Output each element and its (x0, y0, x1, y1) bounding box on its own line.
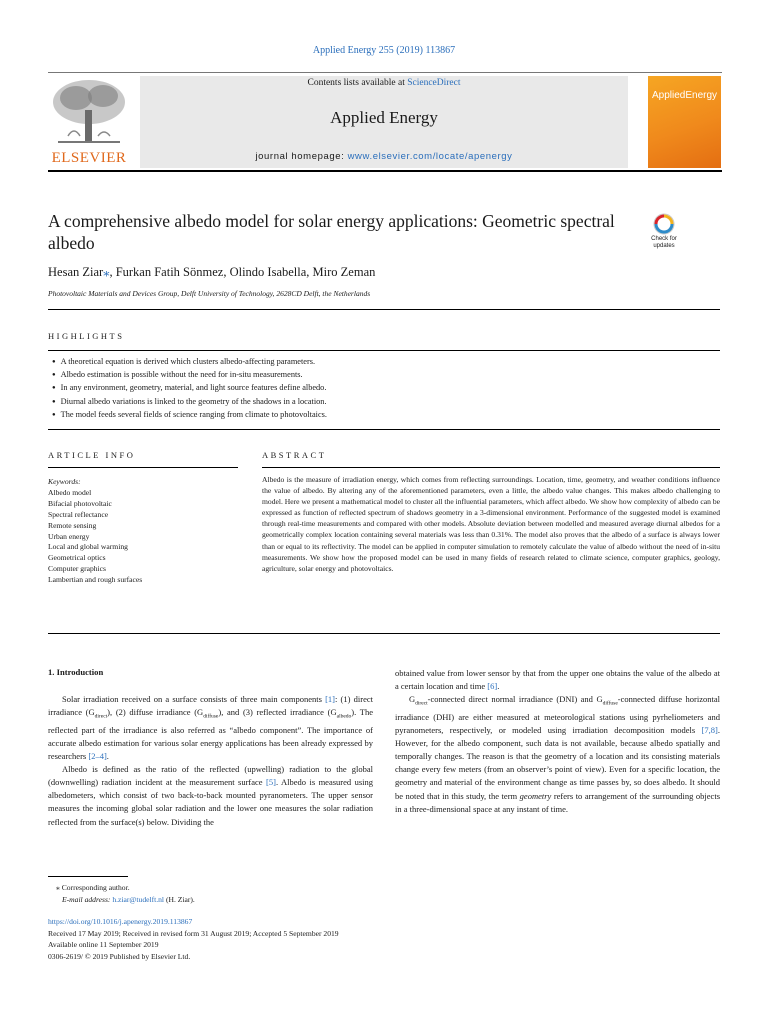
cover-title: AppliedEnergy (652, 90, 718, 101)
text: (H. Ziar). (164, 894, 195, 904)
paragraph (395, 667, 720, 693)
subscript: direct (415, 700, 428, 707)
article-title: A comprehensive albedo model for solar energy applications: Geometric spectral albedo (48, 211, 615, 253)
sciencedirect-link[interactable]: ScienceDirect (407, 78, 461, 88)
body-column-right (395, 667, 720, 816)
homepage-prefix: journal homepage: (255, 151, 348, 162)
keyword-item: Remote sensing (48, 520, 97, 530)
citation-link[interactable]: [2–4] (88, 751, 107, 762)
text: . (497, 681, 500, 692)
text: Corresponding author. (59, 883, 130, 892)
citation-link[interactable]: [1] (325, 694, 335, 704)
contents-line (140, 78, 628, 88)
contents-prefix: Contents lists available at (307, 78, 408, 88)
highlight-item: ● Diurnal albedo variations is linked to the geometry of the shadows in a location. (52, 396, 652, 409)
keyword-item: Geometrical optics (48, 553, 106, 563)
text: obtained value from lower sensor by that from the upper one obtains the value of the albedo at a certain location and time (395, 668, 720, 692)
body-column-left (48, 693, 373, 829)
keyword-item: Urban energy (48, 531, 90, 541)
text: G (409, 694, 416, 705)
text: . Albedo is measured using albedometers, which consist of two back-to-back mounted pyranometers. The upper sensor measures the incoming global solar radiation and the lower one measures the solar radiation reflected from the surface(s) below. Dividing the (48, 777, 373, 827)
doi-link[interactable]: https://doi.org/10.1016/j.apenergy.2019.113867 (48, 917, 193, 926)
text: ), and (3) reflected irradiance (G (218, 707, 337, 718)
highlight-item: ● The model feeds several fields of science ranging from climate to photovoltaics. (52, 409, 652, 422)
text: ), (2) diffuse irradiance (G (107, 707, 204, 718)
keyword-item: Local and global warming (48, 542, 128, 552)
highlights-top-rule (48, 309, 720, 310)
abstract-label: ABSTRACT (262, 450, 327, 460)
article-info-top-rule (48, 429, 720, 430)
keyword-item: Albedo model (48, 487, 92, 497)
subscript: diffuse (203, 713, 219, 720)
abstract-rule (262, 467, 720, 468)
copyright: 0306-2619/ © 2019 Published by Elsevier Ltd. (48, 951, 191, 961)
text: : (1) direct irradiance (G (48, 694, 373, 718)
journal-reference[interactable] (0, 45, 768, 56)
highlight-item: ● Albedo estimation is possible without the need for in-situ measurements. (52, 369, 652, 382)
abstract-bottom-rule (48, 633, 720, 634)
paragraph (48, 763, 373, 828)
text: Albedo is defined as the ratio of the reflected (upwelling) radiation to the global (downwelling) radiation incident at the measurement surface (48, 764, 373, 788)
corresponding-author-note (48, 882, 195, 894)
text: . However, for the albedo component, such data is not available, because albedo spatially and temporally changes. The reason is that the geometry of a location and its consisting materials change every few meters (from an observer’s point of view). Even for a specific location, the geometry and material of the environment change as time passes by, so does albedo. It should be noted that in this study, the term (395, 725, 720, 801)
text: -connected direct normal irradiance (DNI) and G (427, 694, 603, 705)
received-dates: Received 17 May 2019; Received in revised form 31 August 2019; Accepted 5 September 2019 (48, 928, 339, 938)
highlight-item: ● A theoretical equation is derived which clusters albedo-affecting parameters. (52, 356, 652, 369)
text: ). The reflected part of the irradiance is also referred as “albedo component”. The importance of accurate albedo estimation for various solar energy applications has been already expressed by researchers (48, 707, 373, 762)
email-link[interactable]: h.ziar@tudelft.nl (112, 894, 165, 904)
keyword-item: Bifacial photovoltaic (48, 498, 112, 508)
highlights-rule (48, 350, 720, 351)
keywords-block (48, 477, 238, 586)
emphasis: geometry (519, 790, 552, 801)
text: Solar irradiation received on a surface consists of three main components (62, 694, 326, 704)
article-info-label: ARTICLE INFO (48, 450, 136, 460)
keyword-item: Spectral reflectance (48, 509, 109, 519)
keywords-title: Keywords: (48, 477, 81, 486)
footnote (48, 882, 195, 905)
article-info-rule (48, 467, 238, 468)
text: -connected diffuse horizontal irradiance (DHI) are either measured at meteorological stations using pyrheliometers and pyranometers, respectively, or modeled using irradiation decomposition models (395, 694, 720, 736)
paragraph (395, 693, 720, 816)
section-heading-introduction: 1. Introduction (48, 667, 104, 677)
journal-name: Applied Energy (330, 108, 438, 127)
subscript: direct (94, 713, 108, 720)
keyword-item: Lambertian and rough surfaces (48, 575, 143, 585)
author-name: Hesan Ziar (48, 265, 104, 279)
subscript: albedo (336, 713, 352, 720)
author-names-rest: , Furkan Fatih Sönmez, Olindo Isabella, Miro Zeman (109, 265, 376, 279)
highlights-label: HIGHLIGHTS (48, 331, 125, 341)
abstract-text: Albedo is the measure of irradiation energy, which comes from reflecting surroundings. Location, time, geometry, and weather conditions influence the value of albedo. By altering any of the aforementioned parameters, even a little, the albedo value changes. This makes albedo challenging to model. Here we present a mathematical model to cluster all the influential parameters, which affect albedo. We show how complexity of albedo can be expressed as function of reflected spectrum of shadows geometry in a 3-dimensional environment. Performance of the suggested model is examined through real-time measurements and compared with other models. Absolute deviation between modelled and measured average diurnal albedos for a geometrically complex location containing several materials was less than 0.31%. The model also proves that the albedo of a surface is always lower than or equal to its reflectivity. The model can be applied in computer simulation to remotely calculate the value of albedo without the need of in-situ measurements. We show how the proposed model can be used in many fields of research related to climate science, computer graphics, geology, agriculture, solar energy and photovoltaics. (262, 475, 720, 573)
masthead-bottom-rule (48, 170, 722, 172)
journal-reference-link[interactable]: Applied Energy 255 (2019) 113867 (312, 45, 456, 56)
available-online-date: Available online 11 September 2019 (48, 940, 159, 950)
text: . (106, 751, 109, 762)
keyword-item: Computer graphics (48, 564, 106, 574)
corresponding-author-mark[interactable]: ⁎ (103, 265, 110, 279)
paragraph (48, 693, 373, 763)
check-for-updates-label[interactable]: Check for updates (651, 236, 677, 249)
text: refers to arrangement of the surrounding objects in a three-dimensional space at any instant of time. (395, 790, 721, 814)
footnote-mark: ⁎ (56, 883, 60, 892)
homepage-link[interactable]: www.elsevier.com/locate/apenergy (347, 151, 513, 162)
subscript: diffuse (602, 700, 618, 707)
author-affiliation: Photovoltaic Materials and Devices Group, Delft University of Technology, 2628CD Delft, the Netherlands (48, 289, 371, 298)
email-note (48, 894, 195, 906)
citation-link[interactable]: [6] (487, 681, 498, 692)
highlight-item: ● In any environment, geometry, material, and light source features define albedo. (52, 382, 652, 395)
author-list (48, 264, 375, 280)
publisher-logo-text: ELSEVIER (51, 150, 127, 166)
footnote-rule (48, 876, 128, 877)
masthead-top-rule (48, 72, 722, 73)
highlights-list (52, 356, 652, 422)
email-label: E-mail address: (62, 894, 113, 904)
citation-link[interactable]: [7,8] (701, 725, 718, 736)
citation-link[interactable]: [5] (266, 777, 276, 788)
homepage-line (140, 151, 628, 162)
publication-info (48, 916, 339, 962)
